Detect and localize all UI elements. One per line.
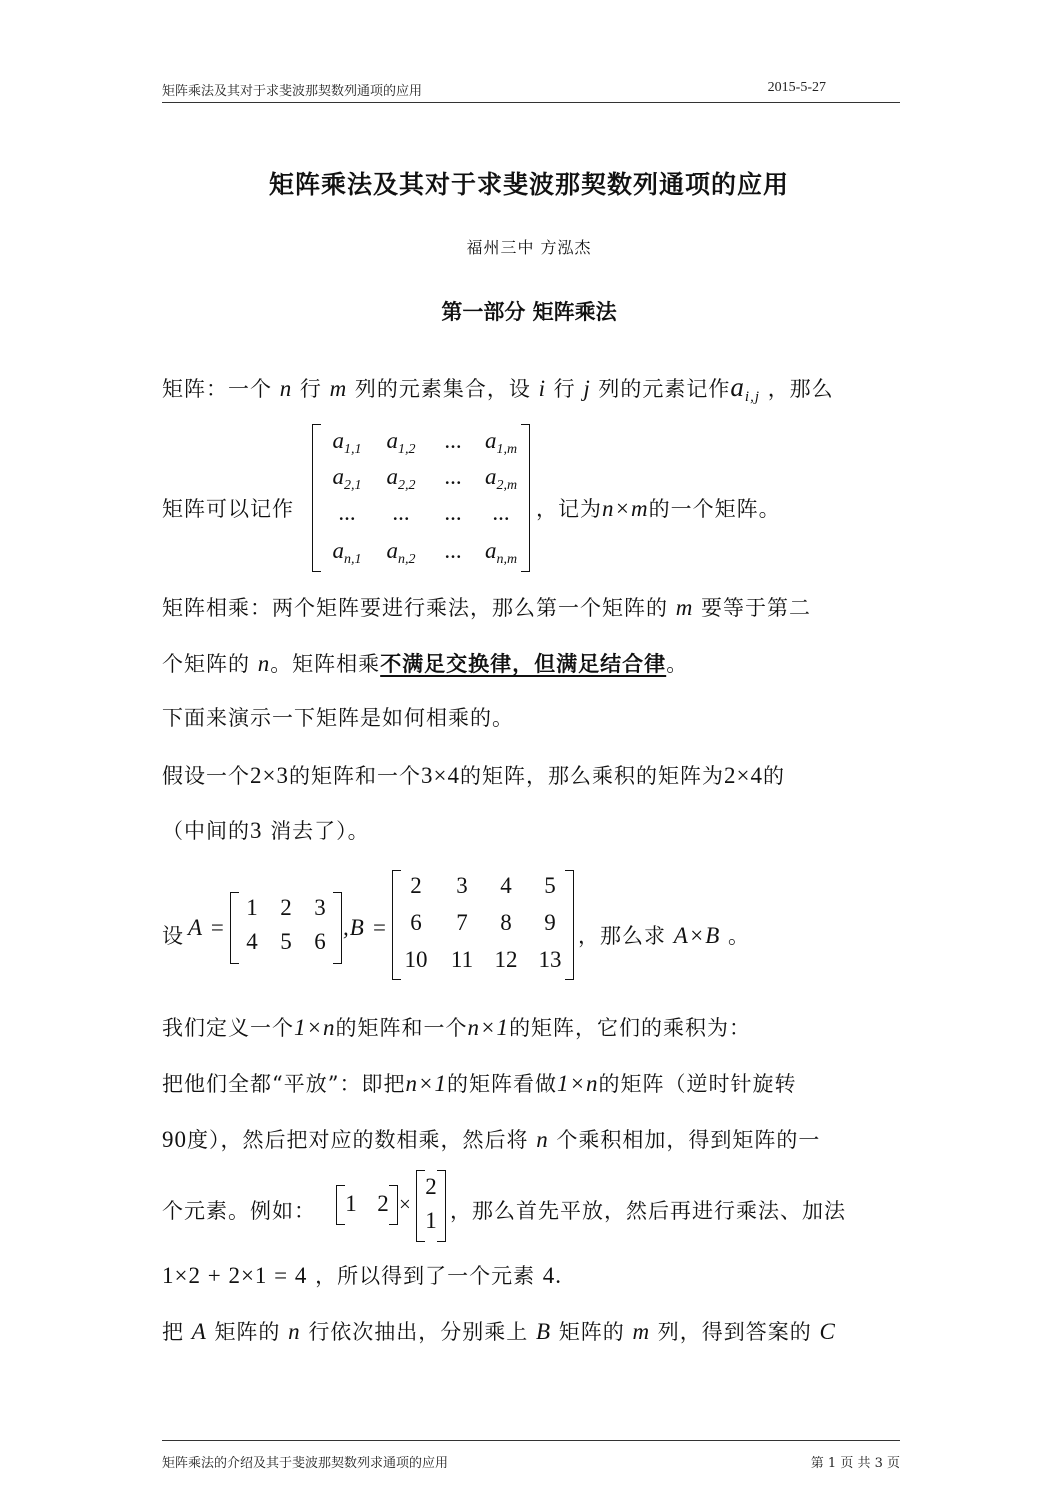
general-matrix-cell: $a_{2,1}$: [332, 464, 362, 493]
document-title: 矩阵乘法及其对于求斐波那契数列通项的应用: [268, 170, 789, 199]
paragraph-multiplication-rules: 个矩阵的 n。矩阵相乘不满足交换律，但满足结合律。: [162, 651, 689, 676]
paragraph-flatten: 把他们全都“平放”：即把n×1的矩阵看做1×n的矩阵（逆时针旋转: [162, 1071, 797, 1096]
general-matrix-cell: $a_{1,1}$: [332, 428, 362, 457]
header-date: 2015-5-27: [767, 80, 826, 95]
matrix-a-cell: 2: [280, 895, 292, 920]
matrix-b-cell: 5: [544, 873, 556, 898]
question-text: ，那么求 A×B 。: [578, 923, 750, 948]
matrix-a-cell: 3: [314, 895, 326, 920]
example-label: 个元素。例如：: [162, 1199, 316, 1223]
matrix-b-cell: 4: [500, 873, 512, 898]
header-title: 矩阵乘法及其对于求斐波那契数列通项的应用: [162, 84, 423, 99]
general-matrix-cell: $a_{n,1}$: [332, 538, 362, 567]
paragraph-matrix-multiplication: 矩阵相乘：两个矩阵要进行乘法，那么第一个矩阵的 m 要等于第二: [162, 595, 811, 620]
matrix-b-cell: 9: [544, 910, 556, 935]
paragraph-matrix-definition: 矩阵：一个 n 行 m 列的元素集合，设 i 行 j 列的元素记作$a_{i,j}$ ，那么: [162, 372, 834, 405]
rule-emphasis: 不满足交换律，但满足结合律: [380, 651, 667, 676]
section-heading: 第一部分 矩阵乘法: [441, 299, 617, 324]
general-matrix-cell: ...: [444, 464, 462, 489]
matrix-a-label: A =: [188, 915, 226, 940]
general-matrix-cell: $a_{n,m}$: [484, 538, 518, 567]
row-vector: 1 2: [336, 1185, 398, 1225]
general-matrix-cell: ...: [444, 538, 462, 563]
matrix-a-cell: 5: [280, 929, 292, 954]
matrix-dimension-text: ，记为n×m的一个矩阵。: [536, 496, 781, 521]
column-vector: 2 1: [416, 1170, 446, 1242]
matrix-b-label: ,B =: [343, 915, 389, 940]
matrix-a-cell: 6: [314, 929, 326, 954]
matrix-b-cell: 12: [494, 947, 518, 972]
matrix-b-cell: 2: [410, 873, 422, 898]
footer-title: 矩阵乘法的介绍及其于斐波那契数列求通项的应用: [162, 1456, 449, 1471]
header-rule: [162, 102, 900, 103]
matrix-b-cell: 3: [456, 873, 468, 898]
matrix-a-cell: 4: [246, 929, 258, 954]
paragraph-demo-intro: 下面来演示一下矩阵是如何相乘的。: [162, 706, 514, 730]
matrix-a: [230, 892, 342, 964]
general-matrix-cell: ...: [444, 500, 462, 525]
paragraph-vector-product: 我们定义一个1×n的矩阵和一个n×1的矩阵，它们的乘积为：: [162, 1015, 752, 1040]
page-number: 第 1 页 共 3 页: [810, 1456, 900, 1471]
general-matrix-cell: $a_{1,2}$: [386, 428, 416, 457]
matrix-b-cell: 7: [456, 910, 468, 935]
page-footer: [162, 1452, 900, 1471]
matrix-notation-label: 矩阵可以记作: [162, 497, 294, 521]
general-matrix-cell: ...: [338, 500, 356, 525]
example-explanation: ，那么首先平放，然后再进行乘法、加法: [450, 1199, 846, 1223]
let-text: 设: [162, 924, 184, 948]
author-line: 福州三中 方泓杰: [466, 238, 592, 257]
matrix-a-cell: 1: [246, 895, 258, 920]
general-matrix-cell: $a_{2,2}$: [386, 464, 416, 493]
general-matrix-cell: $a_{2,m}$: [484, 464, 518, 493]
general-matrix-cell: $a_{1,m}$: [484, 428, 518, 457]
matrix-b-cell: 10: [404, 947, 428, 972]
paragraph-sum-products: 90度），然后把对应的数相乘，然后将 n 个乘积相加，得到矩阵的一: [162, 1127, 821, 1152]
paragraph-example-result: 1×2 + 2×1 = 4 ，所以得到了一个元素 4.: [162, 1263, 563, 1288]
paragraph-dimension-note: （中间的3 消去了）。: [162, 818, 370, 843]
general-matrix-cell: ...: [492, 500, 510, 525]
matrix-b-cell: 11: [450, 947, 474, 972]
page-header: [162, 80, 826, 99]
matrix-b-cell: 6: [410, 910, 422, 935]
general-matrix-cell: $a_{n,2}$: [386, 538, 416, 567]
times-sign: ×: [399, 1192, 412, 1216]
general-matrix-cell: ...: [392, 500, 410, 525]
matrix-b-cell: 8: [500, 910, 512, 935]
matrix-b: [392, 870, 574, 980]
matrix-b-cell: 13: [538, 947, 562, 972]
footer-rule: [162, 1440, 900, 1441]
general-matrix: [312, 424, 530, 572]
general-matrix-cell: ...: [444, 428, 462, 453]
paragraph-row-column: 把 A 矩阵的 n 行依次抽出，分别乘上 B 矩阵的 m 列，得到答案的 C: [162, 1319, 836, 1344]
paragraph-dimension-example: 假设一个2×3的矩阵和一个3×4的矩阵，那么乘积的矩阵为2×4的: [162, 763, 785, 788]
